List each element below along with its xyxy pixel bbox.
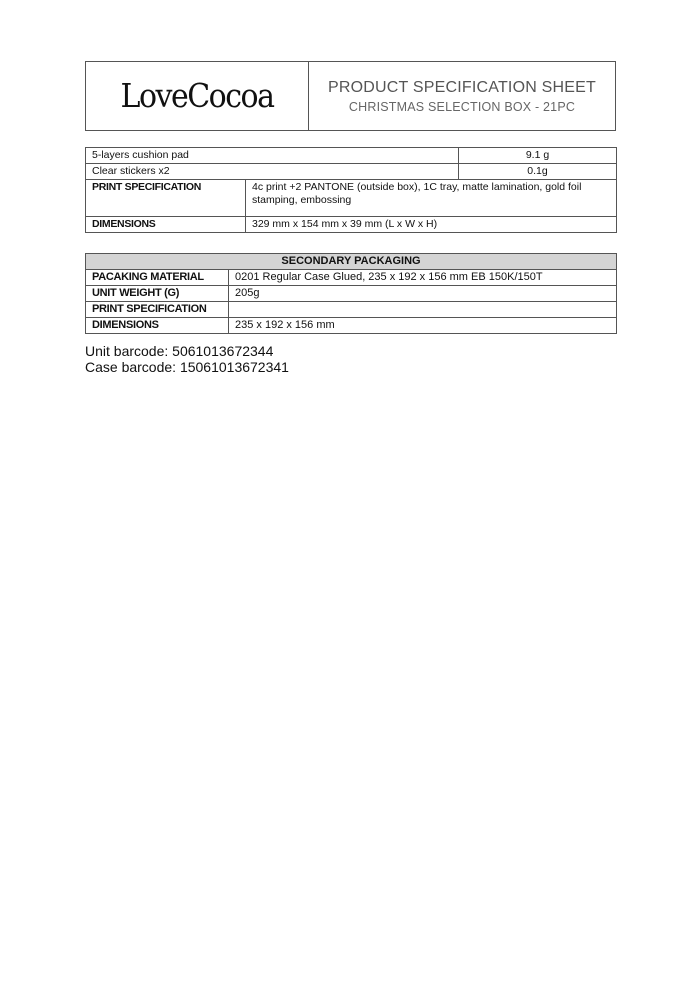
page-title: PRODUCT SPECIFICATION SHEET bbox=[328, 78, 596, 96]
cushion-pad-weight: 9.1 g bbox=[459, 148, 617, 164]
header-box bbox=[85, 61, 616, 131]
clear-stickers-weight: 0.1g bbox=[459, 164, 617, 180]
barcode-block bbox=[85, 343, 289, 375]
table-row bbox=[86, 286, 617, 302]
dimensions-value: 235 x 192 x 156 mm bbox=[229, 318, 617, 334]
table-row bbox=[86, 164, 617, 180]
table-row bbox=[86, 270, 617, 286]
table-row bbox=[86, 148, 617, 164]
table-row bbox=[86, 180, 617, 217]
table-row bbox=[86, 318, 617, 334]
unit-weight-value: 205g bbox=[229, 286, 617, 302]
table-header-row bbox=[86, 254, 617, 270]
secondary-packaging-table bbox=[85, 253, 617, 334]
secondary-packaging-heading: SECONDARY PACKAGING bbox=[86, 254, 617, 270]
print-spec-label: PRINT SPECIFICATION bbox=[86, 302, 229, 318]
logo-cell bbox=[86, 62, 309, 130]
table-row bbox=[86, 217, 617, 233]
unit-weight-label: UNIT WEIGHT (G) bbox=[86, 286, 229, 302]
unit-barcode: Unit barcode: 5061013672344 bbox=[85, 343, 274, 359]
dimensions-label: DIMENSIONS bbox=[86, 318, 229, 334]
case-barcode: Case barcode: 15061013672341 bbox=[85, 359, 289, 375]
clear-stickers-cell: Clear stickers x2 bbox=[86, 164, 459, 180]
page-subtitle: CHRISTMAS SELECTION BOX - 21PC bbox=[348, 99, 576, 114]
title-cell bbox=[309, 62, 615, 130]
cushion-pad-cell: 5-layers cushion pad bbox=[86, 148, 459, 164]
print-spec-value: 4c print +2 PANTONE (outside box), 1C tray, matte lamination, gold foil stamping, embossing bbox=[246, 180, 617, 217]
packing-material-label: PACAKING MATERIAL bbox=[86, 270, 229, 286]
print-spec-label: PRINT SPECIFICATION bbox=[86, 180, 246, 217]
packing-material-value: 0201 Regular Case Glued, 235 x 192 x 156 mm EB 150K/150T bbox=[229, 270, 617, 286]
dimensions-label: DIMENSIONS bbox=[86, 217, 246, 233]
print-spec-value bbox=[229, 302, 617, 318]
primary-packaging-table bbox=[85, 147, 617, 233]
dimensions-value: 329 mm x 154 mm x 39 mm (L x W x H) bbox=[246, 217, 617, 233]
table-row bbox=[86, 302, 617, 318]
brand-logo: LoveCocoa bbox=[120, 77, 274, 115]
